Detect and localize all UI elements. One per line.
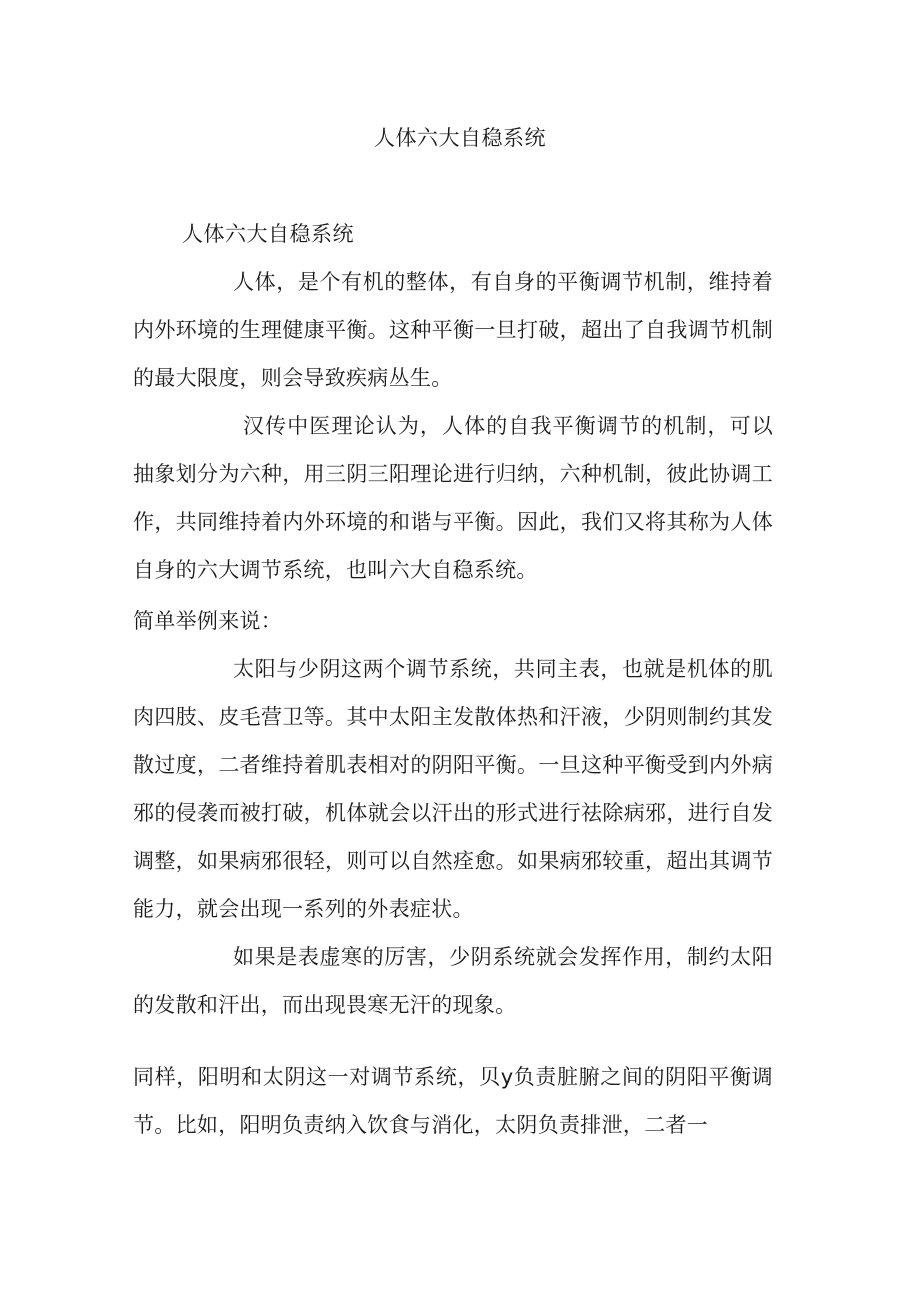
paragraph-intro: 人体，是个有机的整体，有自身的平衡调节机制，维持着内外环境的生理健康平衡。这种平衡一旦打破，超出了自我调节机制的最大限度，则会导致疾病丛生。 bbox=[133, 270, 773, 390]
paragraph-example-lead: 简单举例来说： bbox=[133, 609, 283, 633]
document-title: 人体六大自稳系统 bbox=[374, 126, 546, 150]
paragraph-cold-deficiency: 如果是表虚寒的厉害，少阴系统就会发挥作用，制约太阳的发散和汗出，而出现畏寒无汗的现象。 bbox=[133, 945, 773, 1017]
section-heading: 人体六大自稳系统 bbox=[182, 222, 354, 246]
paragraph-yangming-taiyin: 同样，阳明和太阴这一对调节系统，贝y负责脏腑之间的阴阳平衡调节。比如，阳明负责纳入饮食与消化，太阴负责排泄，二者一 bbox=[133, 1065, 773, 1137]
paragraph-taiyang-shaoyin: 太阳与少阴这两个调节系统，共同主表，也就是机体的肌肉四肢、皮毛营卫等。其中太阳主发散体热和汗液，少阴则制约其发散过度，二者维持着肌表相对的阴阳平衡。一旦这种平衡受到内外病邪的侵袭而被打破，机体就会以汗出的形式进行祛除病邪，进行自发调整，如果病邪很轻，则可以自然痊愈。如果病邪较重，超出其调节能力，就会出现一系列的外表症状。 bbox=[133, 657, 773, 921]
paragraph-theory: 汉传中医理论认为，人体的自我平衡调节的机制，可以抽象划分为六种，用三阴三阳理论进行归纳，六种机制，彼此协调工作，共同维持着内外环境的和谐与平衡。因此，我们又将其称为人体自身的六大调节系统，也叫六大自稳系统。 bbox=[133, 414, 773, 582]
